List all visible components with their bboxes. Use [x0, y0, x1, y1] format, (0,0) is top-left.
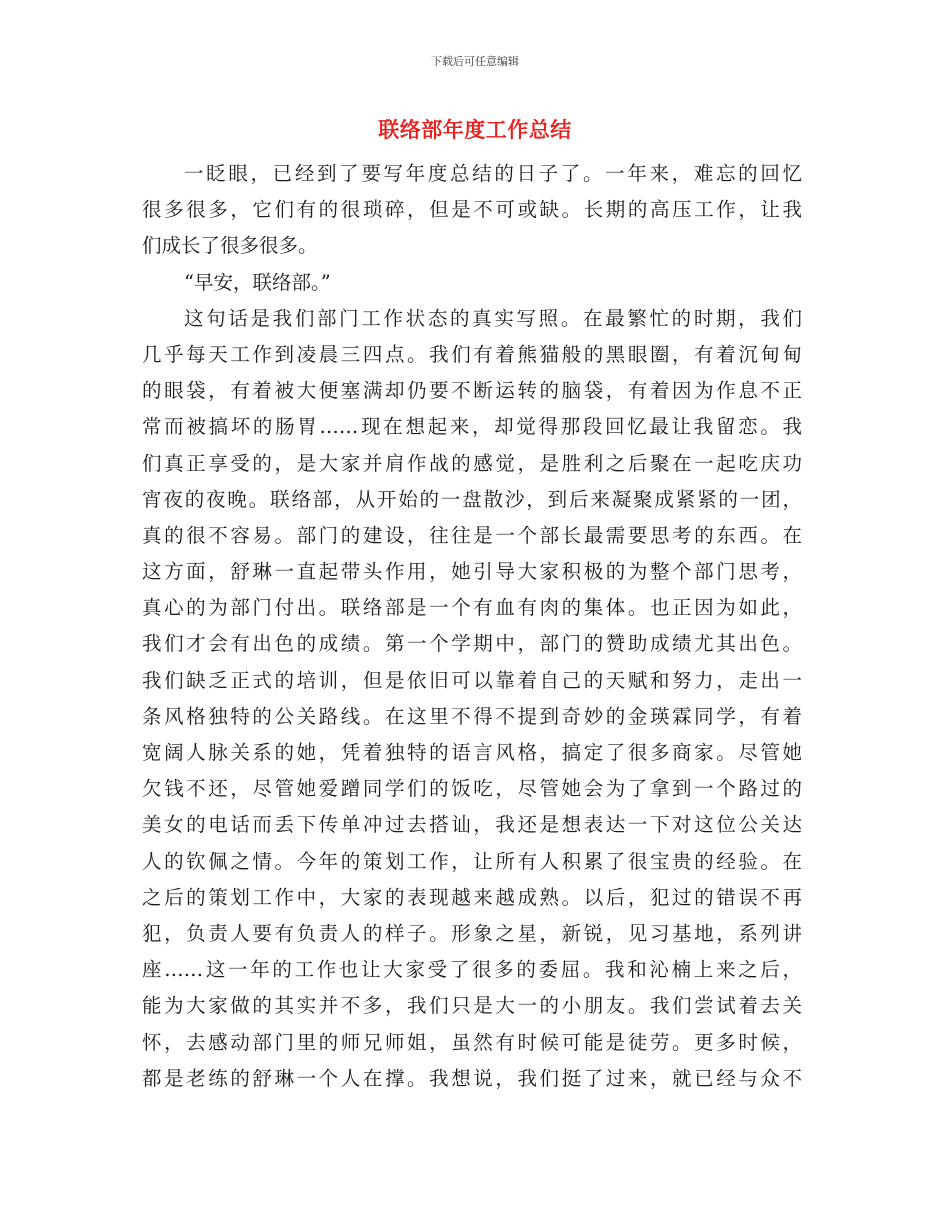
body-line: 座……这一年的工作也让大家受了很多的委屈。我和沁楠上来之后， — [142, 958, 802, 982]
body-line: 几乎每天工作到凌晨三四点。我们有着熊猫般的黑眼圈，有着沉甸甸 — [142, 342, 802, 366]
body-line: 常而被搞坏的肠胃……现在想起来，却觉得那段回忆最让我留恋。我 — [142, 415, 802, 439]
document-body — [142, 156, 802, 1097]
body-line: 犯，负责人要有负责人的样子。形象之星，新锐，见习基地，系列讲 — [142, 921, 802, 945]
body-line: 怀，去感动部门里的师兄师姐，虽然有时候可能是徒劳。更多时候， — [142, 1030, 802, 1054]
body-line: 们成长了很多很多。 — [142, 234, 318, 258]
body-line: 很多很多，它们有的很琐碎，但是不可或缺。长期的高压工作，让我 — [142, 198, 802, 222]
body-line: 我们缺乏正式的培训，但是依旧可以靠着自己的天赋和努力，走出一 — [142, 668, 802, 692]
body-line: 宽阔人脉关系的她，凭着独特的语言风格，搞定了很多商家。尽管她 — [142, 741, 802, 764]
body-line: 这句话是我们部门工作状态的真实写照。在最繁忙的时期，我们 — [184, 306, 802, 330]
body-line: 都是老练的舒琳一个人在撑。我想说，我们挺了过来，就已经与众不 — [142, 1066, 802, 1090]
body-line: 人的钦佩之情。今年的策划工作，让所有人积累了很宝贵的经验。在 — [142, 849, 802, 873]
body-line: 之后的策划工作中，大家的表现越来越成熟。以后，犯过的错误不再 — [142, 885, 802, 909]
body-line: 的眼袋，有着被大便塞满却仍要不断运转的脑袋，有着因为作息不正 — [142, 379, 802, 403]
body-line: 们真正享受的，是大家并肩作战的感觉，是胜利之后聚在一起吃庆功 — [142, 451, 802, 475]
body-line: 能为大家做的其实并不多，我们只是大一的小朋友。我们尝试着去关 — [142, 994, 802, 1018]
body-line: 这方面，舒琳一直起带头作用，她引导大家积极的为整个部门思考， — [142, 560, 802, 584]
body-line: 条风格独特的公关路线。在这里不得不提到奇妙的金瑛霖同学，有着 — [142, 704, 802, 728]
body-line: 宵夜的夜晚。联络部，从开始的一盘散沙，到后来凝聚成紧紧的一团， — [142, 487, 802, 511]
body-line: 我们才会有出色的成绩。第一个学期中，部门的赞助成绩尤其出色。 — [142, 632, 802, 656]
body-line: 美女的电话而丢下传单冲过去搭讪，我还是想表达一下对这位公关达 — [142, 813, 802, 837]
header-note: 下载后可任意编辑 — [431, 55, 519, 68]
body-line: 欠钱不还，尽管她爱蹭同学们的饭吃，尽管她会为了拿到一个路过的 — [142, 777, 802, 801]
document-title: 联络部年度工作总结 — [378, 117, 572, 142]
body-line: “早安，联络部。” — [184, 270, 331, 294]
body-line: 真心的为部门付出。联络部是一个有血有肉的集体。也正因为如此， — [142, 596, 802, 620]
body-line: 真的很不容易。部门的建设，往往是一个部长最需要思考的东西。在 — [142, 523, 802, 547]
body-line: 一眨眼，已经到了要写年度总结的日子了。一年来，难忘的回忆 — [184, 162, 802, 185]
